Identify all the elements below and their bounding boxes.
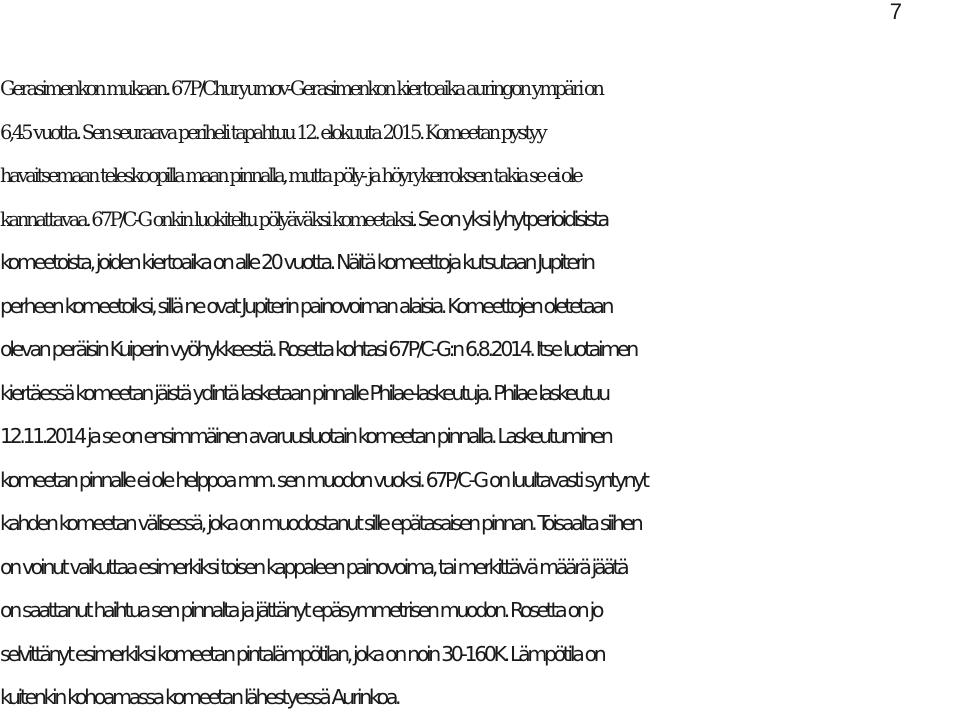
text-line: kiertäessä komeetan jäistä ydintä lasketaan pinnalle Philae-laskeutuja. Philae laskeutuu (0, 380, 608, 405)
text-line: kahden komeetan välisessä, joka on muodostanut sille epätasaisen pinnan. Toisaalta siihen (0, 511, 641, 535)
text-line: olevan peräisin Kuiperin vyöhykkeestä. Rosetta kohtasi 67P/C-G:n 6.8.2014. Itse luotaimen (0, 337, 636, 361)
body-text (0, 67, 960, 720)
text-line: komeetan pinnalle ei ole helppoa mm. sen muodon vuoksi. 67P/C-G on luultavasti syntynyt (0, 467, 647, 492)
text-segment: Se on yksi lyhytperioidisista (417, 206, 607, 231)
text-line: 12.11.2014 ja se on ensimmäinen avaruusluotain komeetan pinnalla. Laskeutuminen (0, 424, 611, 448)
text-line (0, 198, 960, 242)
text-segment: kannattavaa. 67P/C-G onkin luokiteltu pölyäväksi komeetaksi. (0, 207, 418, 231)
text-line: kuitenkin kohoamassa komeetan lähestyessä Aurinkoa. (0, 685, 399, 709)
text-line: komeetoista, joiden kiertoaika on alle 20 vuotta. Näitä komeettoja kutsutaan Jupiterin (0, 250, 593, 274)
text-line: on saattanut haihtua sen pinnalta ja jättänyt epäsymmetrisen muodon. Rosetta on jo (0, 598, 602, 622)
text-line: 6,45 vuotta. Sen seuraava periheli tapahtuu 12. elokuuta 2015. Komeetan pystyy (0, 120, 545, 144)
text-line: havaitsemaan teleskoopilla maan pinnalla, mutta pöly- ja höyrykerroksen takia se ei ole (0, 164, 581, 187)
text-line: Gerasimenkon mukaan. 67P/Churyumov-Gerasimenkon kiertoaika auringon ympäri on (0, 77, 602, 100)
text-line: on voinut vaikuttaa esimerkiksi toisen kappaleen painovoima, tai merkittävä määrä jäätä (0, 554, 627, 579)
page-number: 7 (889, 0, 902, 24)
text-line: perheen komeetoiksi, sillä ne ovat Jupiterin painovoiman alaisia. Komeettojen oletetaan (0, 293, 612, 318)
text-line: selvittänyt esimerkiksi komeetan pintalämpötilan, joka on noin 30-160K. Lämpötila on (0, 641, 604, 666)
